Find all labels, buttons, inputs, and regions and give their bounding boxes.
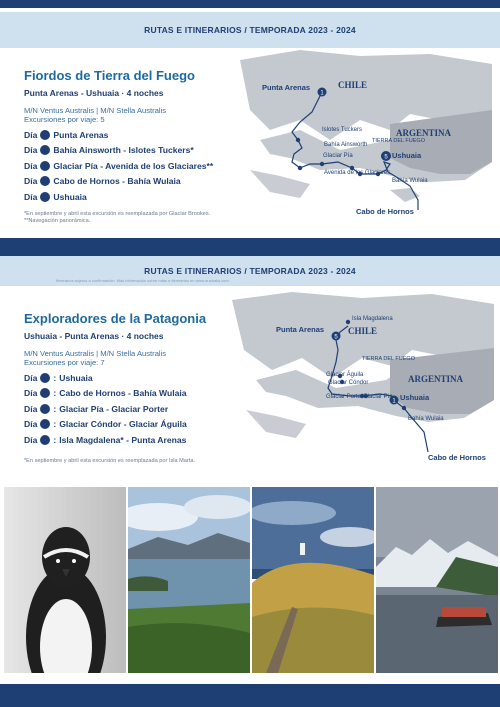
- day-label: Día: [24, 160, 38, 171]
- day-name: Cabo de Hornos - Bahía Wulaia: [53, 176, 181, 187]
- map-place-ainsworth: Bahía Ainsworth: [324, 142, 368, 148]
- map-place-ushuaia: Ushuaia: [400, 393, 430, 402]
- itinerary-day: Día : Cabo de Hornos - Bahía Wulaia: [24, 388, 187, 399]
- route-marker-5: 5: [384, 154, 388, 161]
- day-dot-icon: [40, 192, 50, 202]
- zodiac-glacier-photo: [376, 487, 498, 673]
- section-divider-band: [0, 238, 500, 258]
- route-map-fiordos: [240, 50, 492, 230]
- map-place-magdalena: Isla Magdalena: [352, 316, 393, 322]
- itinerary-day: [24, 127, 254, 143]
- day-label: Día: [24, 372, 38, 383]
- itinerary-day: Día : Glaciar Pía - Glaciar Porter: [24, 403, 169, 414]
- day-name: Glaciar Cóndor - Glaciar Águila: [59, 419, 187, 430]
- penguin-photo: [4, 487, 126, 673]
- footnote: *En septiembre y abril esta excursión es reemplazada por Glaciar Brookes.: [24, 210, 211, 217]
- map-place-porter-pia: Glaciar PorterGlaciar Pía: [326, 394, 393, 400]
- map-place-cabo: Cabo de Hornos: [356, 207, 414, 216]
- day-dot-icon: [40, 373, 50, 383]
- map-place-avenida: Avenida de los Glaciares: [324, 170, 391, 176]
- excursions-line: Excursiones por viaje: 5: [24, 115, 105, 124]
- itinerary-day: Día : Glaciar Cóndor - Glaciar Águila: [24, 419, 187, 430]
- map-place-punta-arenas: Punta Arenas: [262, 83, 311, 92]
- itinerary-days: [24, 370, 254, 448]
- day-dot-icon: [40, 435, 50, 445]
- map-graphic: [240, 50, 492, 230]
- map-place-punta-arenas: Punta Arenas: [276, 325, 325, 334]
- day-label: Día: [24, 129, 38, 140]
- map-place-wulaia: Bahía Wulaia: [408, 416, 444, 422]
- day-name: Cabo de Hornos - Bahía Wulaia: [59, 388, 187, 399]
- route-subtitle: Ushuaia - Punta Arenas · 4 noches: [24, 331, 164, 341]
- map-country-argentina: ARGENTINA: [396, 128, 452, 138]
- page-header-title-2: RUTAS E ITINERARIOS / TEMPORADA 2023 - 2024: [0, 256, 500, 286]
- map-place-ushuaia: Ushuaia: [392, 151, 422, 160]
- route-fiordos: [24, 68, 254, 225]
- day-label: Día: [24, 403, 38, 414]
- excursions-line: Excursiones por viaje: 7: [24, 358, 105, 367]
- day-dot-icon: [40, 419, 50, 429]
- itinerary-day: [24, 174, 254, 190]
- ships-line: M/N Ventus Australis | M/N Stella Australis: [24, 106, 167, 115]
- map-graphic: [232, 292, 494, 467]
- day-dot-icon: [40, 388, 50, 398]
- day-dot-icon: [40, 404, 50, 414]
- route-marker-5: 5: [334, 334, 338, 341]
- channel-landscape-photo: [128, 487, 250, 673]
- page-header-title: RUTAS E ITINERARIOS / TEMPORADA 2023 - 2024: [0, 12, 500, 48]
- route-title: Fiordos de Tierra del Fuego: [24, 68, 195, 83]
- top-navy-band: [0, 0, 500, 8]
- route-title: Exploradores de la Patagonia: [24, 311, 207, 326]
- map-place-aguila: Glaciar Águila: [326, 372, 364, 378]
- bottom-navy-band: [0, 684, 500, 707]
- itinerary-day: Día : Ushuaia: [24, 372, 93, 383]
- itinerary-day: [24, 158, 254, 174]
- footnote: **Navegación panorámica.: [24, 217, 91, 224]
- day-dot-icon: [40, 130, 50, 140]
- day-name: Glaciar Pía - Avenida de los Glaciares**: [53, 160, 214, 171]
- day-label: Día: [24, 388, 38, 399]
- day-label: Día: [24, 419, 38, 430]
- route-marker-1: 1: [320, 90, 324, 97]
- lighthouse-hill-photo: [252, 487, 374, 673]
- map-place-cabo: Cabo de Hornos: [428, 453, 486, 462]
- day-label: Día: [24, 145, 38, 156]
- day-name: Ushuaia: [59, 372, 93, 383]
- map-region-label: TIERRA DEL FUEGO: [372, 138, 425, 144]
- faint-disclaimer: Itinerarios sujetos a confirmación. Más información sobre rutas e itinerarios en www.australis.com: [56, 278, 229, 283]
- map-region-label: TIERRA DEL FUEGO: [362, 356, 415, 362]
- day-name: Bahía Ainsworth - Islotes Tuckers*: [53, 145, 194, 156]
- itinerary-day: [24, 189, 254, 205]
- ships-line: M/N Ventus Australis | M/N Stella Australis: [24, 349, 167, 358]
- day-dot-icon: [40, 145, 50, 155]
- itinerary-days: [24, 127, 254, 205]
- day-name: Ushuaia: [53, 191, 87, 202]
- route-map-exploradores: [232, 292, 494, 467]
- map-country-chile: CHILE: [348, 326, 378, 336]
- map-place-islotes: Islotes Tuckers: [322, 127, 363, 133]
- day-name: Punta Arenas: [53, 129, 109, 140]
- map-country-argentina: ARGENTINA: [408, 374, 464, 384]
- itinerary-day: Día : Isla Magdalena* - Punta Arenas: [24, 434, 187, 445]
- footnotes: [24, 458, 254, 465]
- footnotes: [24, 211, 254, 225]
- route-marker-1: 1: [392, 398, 396, 405]
- day-label: Día: [24, 191, 38, 202]
- day-dot-icon: [40, 176, 50, 186]
- map-country-chile: CHILE: [338, 80, 368, 90]
- day-label: Día: [24, 176, 38, 187]
- map-place-condor: Glaciar Cóndor: [328, 380, 369, 386]
- photo-strip: [4, 487, 498, 673]
- footnote: *En septiembre y abril esta excursión es reemplazada por Isla Marta.: [24, 457, 195, 464]
- route-exploradores: [24, 311, 254, 465]
- map-place-pia: Glaciar Pía: [323, 153, 353, 159]
- day-dot-icon: [40, 161, 50, 171]
- day-name: Isla Magdalena* - Punta Arenas: [59, 434, 187, 445]
- itinerary-day: [24, 143, 254, 159]
- map-place-wulaia: Bahía Wulaia: [392, 178, 428, 184]
- day-label: Día: [24, 434, 38, 445]
- day-name: Glaciar Pía - Glaciar Porter: [59, 403, 169, 414]
- route-subtitle: Punta Arenas - Ushuaia · 4 noches: [24, 88, 164, 98]
